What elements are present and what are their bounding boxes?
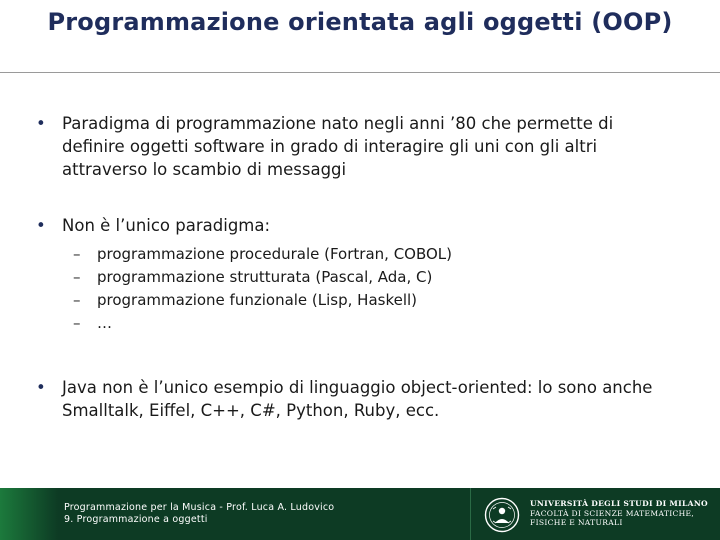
list-item: – programmazione strutturata (Pascal, Ada, C) xyxy=(97,266,452,289)
slide-title: Programmazione orientata agli oggetti (OOP) xyxy=(47,8,673,36)
list-item: – programmazione procedurale (Fortran, COBOL) xyxy=(97,243,452,266)
university-seal-icon xyxy=(484,497,520,533)
course-line: Programmazione per la Musica - Prof. Luca A. Ludovico xyxy=(64,502,335,513)
paradigm-list xyxy=(97,243,452,335)
footer-accent xyxy=(0,488,58,540)
list-item: – … xyxy=(97,312,452,335)
list-item: – programmazione funzionale (Lisp, Haskell) xyxy=(97,289,452,312)
slide-footer xyxy=(0,488,720,540)
university-name: UNIVERSITÀ DEGLI STUDI DI MILANO xyxy=(530,499,708,508)
faculty-line-2: FISICHE E NATURALI xyxy=(530,518,623,527)
lesson-line: 9. Programmazione a oggetti xyxy=(64,514,208,525)
footer-course-info xyxy=(64,502,334,526)
bullet-not-only-paradigm: • Non è l’unico paradigma: xyxy=(62,214,672,237)
faculty-line-1: FACOLTÀ DI SCIENZE MATEMATICHE, xyxy=(530,508,695,518)
title-divider xyxy=(0,72,720,73)
university-name-block xyxy=(530,499,708,528)
bullet-oop-definition: • Paradigma di programmazione nato negli anni ’80 che permette di definire oggetti software in grado di interagire gli uni con gli altri attraverso lo scambio di messaggi xyxy=(62,112,672,181)
bullet-java-examples: • Java non è l’unico esempio di linguaggio object-oriented: lo sono anche Smalltalk, Eiffel, C++, C#, Python, Ruby, ecc. xyxy=(62,376,672,422)
footer-divider xyxy=(470,488,471,540)
